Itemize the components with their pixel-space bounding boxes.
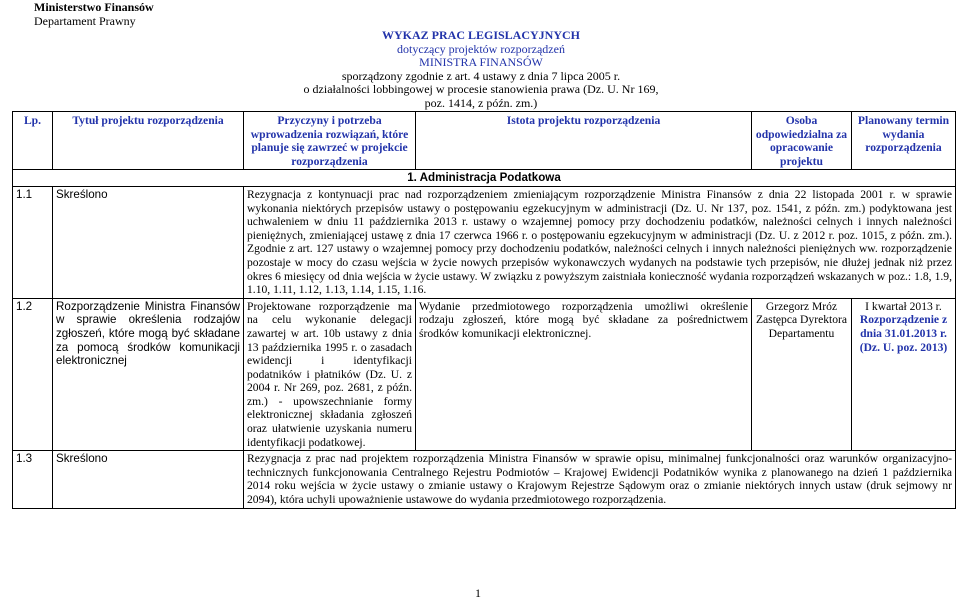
- row-title: Skreślono: [53, 186, 244, 298]
- header-title: Tytuł projektu rozporządzenia: [53, 112, 244, 170]
- header-planned-date: Planowany termin wydania rozporządzenia: [852, 112, 956, 170]
- ministry-name: Ministerstwo Finansów: [34, 0, 154, 14]
- heading-line-5: o działalności lobbingowej w procesie stanowienia prawa (Dz. U. Nr 169, poz. 1414, z późn. zm.): [303, 82, 659, 110]
- row-number: 1.2: [13, 298, 53, 451]
- header-responsible: Osoba odpowiedzialna za opracowanie projektu: [752, 112, 852, 170]
- heading-line-3: MINISTRA FINANSÓW: [419, 55, 543, 70]
- document-title: WYKAZ PRAC LEGISLACYJNYCH: [381, 28, 581, 42]
- row-title: Rozporządzenie Ministra Finansów w sprawie określenia rodzajów zgłoszeń, które mogą być składane za pomocą środków komunikacji elektronicznej: [53, 298, 244, 451]
- table-row: [13, 451, 956, 508]
- row-note: Rezygnacja z prac nad projektem rozporządzenia Ministra Finansów w sprawie opisu, minimalnej funkcjonalności oraz warunków organizacyjno-technicznych funkcjonowania Centralnego Rejestru Podmiotów – Krajowej Ewidencji Podatników wynika z planowanego na dzień 1 października 2014 roku wejścia w życie ustawy o zmianie ustawy o Krajowym Rejestrze Sądowym oraz o zmianie niektórych innych ustaw (druk sejmowy nr 2094), która uchyli upoważnienie ustawowe do wydania przedmiotowego rozporządzenia.: [244, 451, 956, 508]
- section-row: [13, 170, 956, 187]
- table-header-row: [13, 112, 956, 170]
- header-essence: Istota projektu rozporządzenia: [416, 112, 752, 170]
- department-name: Departament Prawny: [34, 14, 136, 28]
- page-number: 1: [475, 586, 481, 600]
- row-number: 1.1: [13, 186, 53, 298]
- table-row: [13, 298, 956, 451]
- planned-quarter: I kwartał 2013 r.: [865, 299, 942, 313]
- document-heading: [300, 29, 662, 111]
- heading-line-2: dotyczący projektów rozporządzeń: [397, 41, 565, 56]
- header-reasons: Przyczyny i potrzeba wprowadzenia rozwiązań, które planuje się zawrzeć w projekcie rozporządzenia: [244, 112, 416, 170]
- row-essence: Wydanie przedmiotowego rozporządzenia umożliwi określenie rodzaju zgłoszeń, które mogą być składane za pośrednictwem środków komunikacji elektronicznej.: [416, 298, 752, 451]
- header-lp: Lp.: [13, 112, 53, 170]
- row-note: Rezygnacja z kontynuacji prac nad rozporządzeniem zmieniającym rozporządzenie Ministra Finansów z dnia 22 listopada 2001 r. w sprawie wykonania niektórych przepisów ustawy o postępowaniu egzekucyjnym w administracji (Dz. U. Nr 137, poz. 1541, z późn. zm.) podyktowana jest uchwaleniem w dniu 11 października 2013 r. ustawy o wzajemnej pomocy przy dochodzeniu podatków, należności celnych i innych należności pieniężnych, zmieniającej ustawę z dnia 17 czerwca 1966 r. o postępowaniu egzekucyjnym w administracji (Dz. U. z 2012 r. poz. 1015, z późn. zm.). Zgodnie z art. 127 ustawy o wzajemnej pomocy przy dochodzeniu podatków, należności celnych i innych należności pieniężnych ww. rozporządzenie pozostaje w mocy do czasu wejścia w życie nowych przepisów wykonawczych wydanych na podstawie tych przepisów, nie dłużej jednak niż przez okres 6 miesięcy od dnia wejścia w życie ustawy. W związku z powyższym zaistniała konieczność wydania rozporządzeń wskazanych w poz.: 1.8, 1.9, 1.10, 1.11, 1.12, 1.13, 1.14, 1.15, 1.16.: [244, 186, 956, 298]
- row-planned-date: [852, 298, 956, 451]
- adopted-regulation: Rozporządzenie z dnia 31.01.2013 r. (Dz. U. poz. 2013): [859, 313, 948, 354]
- row-title: Skreślono: [53, 451, 244, 508]
- table-row: [13, 186, 956, 298]
- row-reasons: Projektowane rozporządzenie ma na celu wykonanie delegacji zawartej w art. 10b ustawy z dnia 13 października 1995 r. o zasadach ewidencji i identyfikacji podatników i płatników (Dz. U. z 2004 r. Nr 269, poz. 2681, z późn. zm.) - upowszechnianie formy elektronicznej składania zgłoszeń oraz ułatwienie uzyskania numeru identyfikacji podatkowej.: [244, 298, 416, 451]
- organization-block: [34, 0, 154, 28]
- row-number: 1.3: [13, 451, 53, 508]
- legislative-works-table: [12, 111, 956, 509]
- section-title: 1. Administracja Podatkowa: [13, 170, 956, 187]
- row-responsible: Grzegorz Mróz Zastępca Dyrektora Departamentu: [752, 298, 852, 451]
- heading-line-4: sporządzony zgodnie z art. 4 ustawy z dnia 7 lipca 2005 r.: [341, 68, 621, 83]
